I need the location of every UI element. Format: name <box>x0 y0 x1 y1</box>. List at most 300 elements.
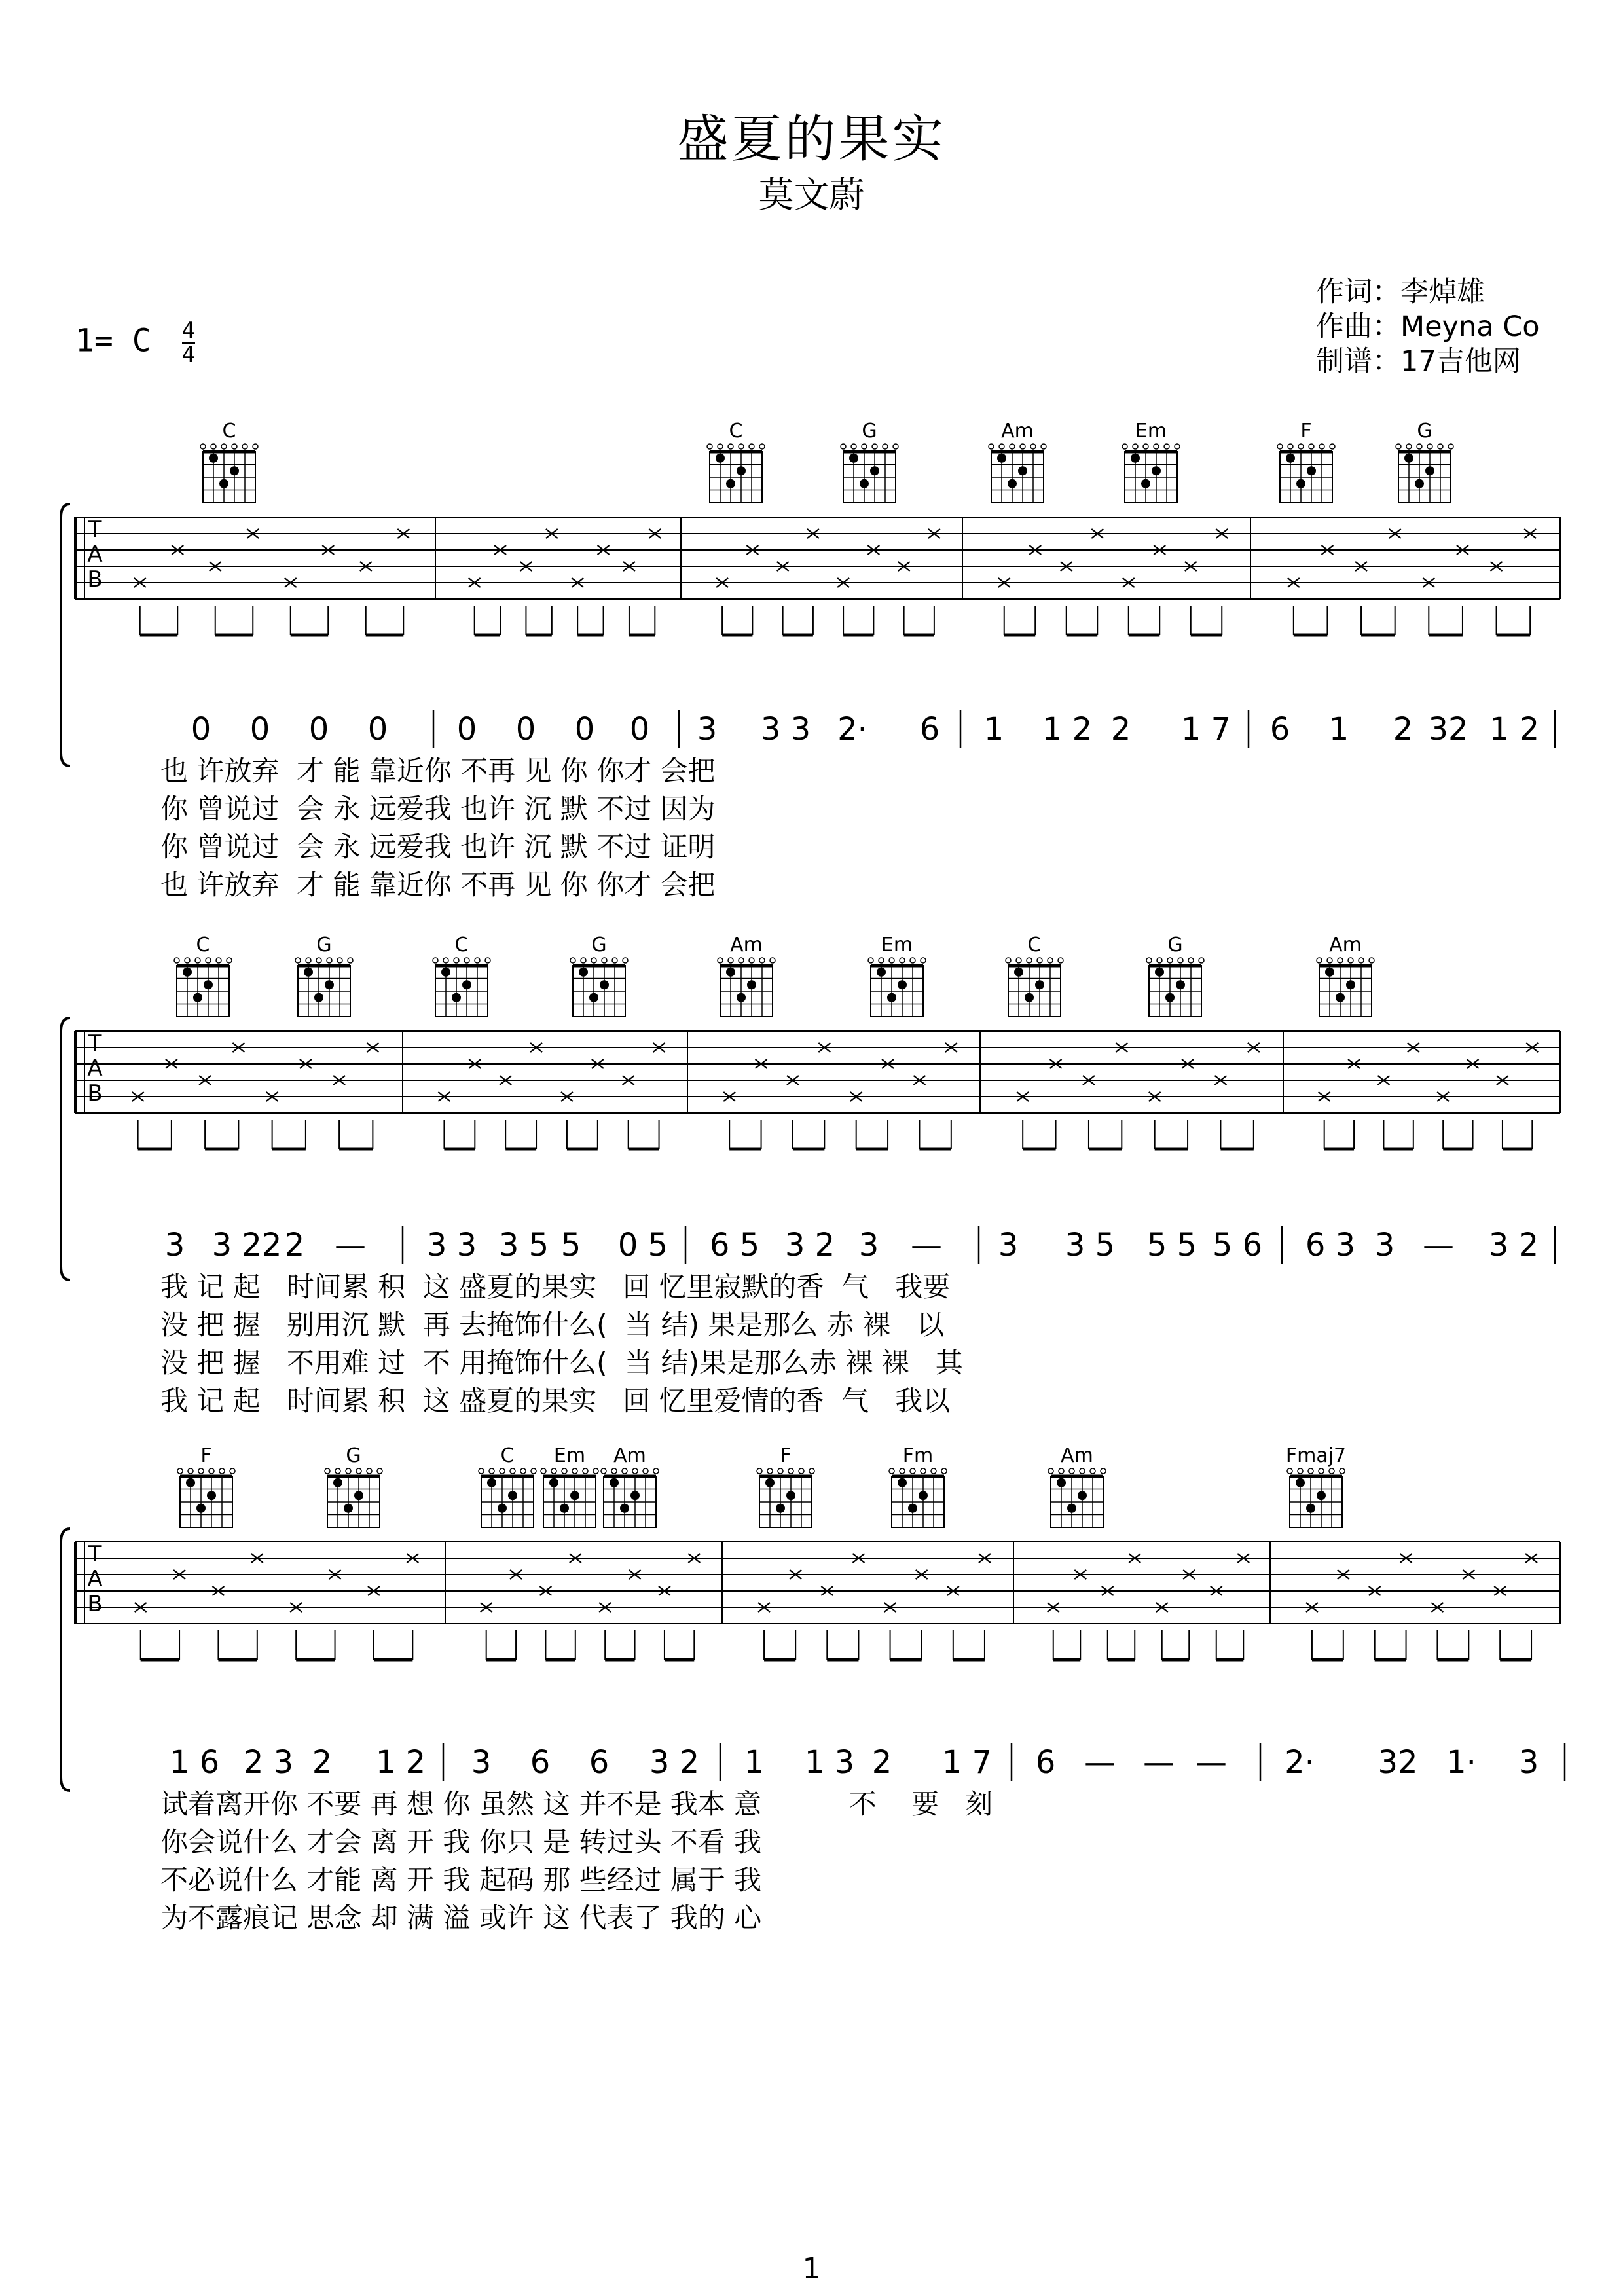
chord-diagram <box>433 934 490 1017</box>
open-string-marker <box>778 1468 783 1474</box>
notation-note: 0 <box>367 711 388 748</box>
open-string-marker <box>889 1468 894 1474</box>
open-string-marker <box>200 444 206 449</box>
open-string-marker <box>177 1468 183 1474</box>
open-string-marker <box>1048 958 1053 963</box>
notation-note: 0 <box>191 711 211 748</box>
open-string-marker <box>1080 1468 1085 1474</box>
open-string-marker <box>868 958 873 963</box>
artist-name: 莫文蔚 <box>758 174 865 215</box>
open-string-marker <box>443 958 448 963</box>
chord-diagram <box>868 934 926 1017</box>
open-string-marker <box>759 444 765 449</box>
open-string-marker <box>1016 958 1021 963</box>
notation-note: 3 22 <box>211 1227 282 1264</box>
time-denominator: 4 <box>181 342 195 368</box>
open-string-marker <box>1340 1468 1345 1474</box>
open-string-marker <box>622 1468 627 1474</box>
chord-name: G <box>316 934 332 957</box>
notation-note: 0 5 <box>617 1227 668 1264</box>
chord-finger-dot <box>1078 1491 1087 1500</box>
open-string-marker <box>770 958 775 963</box>
chord-name: G <box>346 1444 361 1467</box>
chord-finger-dot <box>1131 454 1140 463</box>
chord-finger-dot <box>314 993 323 1002</box>
system-brace <box>61 504 70 766</box>
notation-note: 2 3 <box>243 1744 294 1781</box>
chord-name: Em <box>1135 420 1167 443</box>
notation-note: — <box>1084 1744 1116 1781</box>
notation-note: 3 2 <box>649 1744 700 1781</box>
open-string-marker <box>1154 444 1159 449</box>
open-string-marker <box>1020 444 1025 449</box>
chord-finger-dot <box>747 980 756 989</box>
notation-note: 0 <box>308 711 329 748</box>
chord-finger-dot <box>1014 968 1023 977</box>
open-string-marker <box>1406 444 1412 449</box>
open-string-marker <box>931 1468 936 1474</box>
score-system <box>61 1018 1560 1417</box>
chord-finger-dot <box>1067 1504 1076 1513</box>
notation-note: 3 <box>1518 1744 1539 1781</box>
notation-note: 1 <box>1328 711 1349 748</box>
notation-note: 3 <box>858 1227 879 1264</box>
chord-finger-dot <box>737 993 746 1002</box>
open-string-marker <box>541 1468 546 1474</box>
chord-finger-dot <box>716 454 725 463</box>
lyric-line: 也 许放弃 才 能 靠近你 不再 见 你 你才 会把 <box>160 755 716 787</box>
chord-diagram <box>1122 420 1180 503</box>
chord-name: C <box>196 934 210 957</box>
open-string-marker <box>1309 444 1314 449</box>
open-string-marker <box>198 1468 204 1474</box>
open-string-marker <box>900 958 905 963</box>
open-string-marker <box>989 444 994 449</box>
chord-name: Em <box>553 1444 586 1467</box>
lyric-line: 也 许放弃 才 能 靠近你 不再 见 你 你才 会把 <box>160 869 716 901</box>
chord-finger-dot <box>620 1504 629 1513</box>
chord-finger-dot <box>1141 479 1150 488</box>
chord-diagram <box>1396 420 1453 503</box>
open-string-marker <box>728 444 733 449</box>
open-string-marker <box>718 444 723 449</box>
lyric-line: 没 把 握 别用沉 默 再 去掩饰什么( 当 结) 果是那么 赤 裸 以 <box>160 1309 945 1341</box>
notation-note: 3 <box>998 1227 1019 1264</box>
chord-finger-dot <box>1317 1491 1326 1500</box>
open-string-marker <box>1133 444 1138 449</box>
chord-finger-dot <box>877 968 886 977</box>
open-string-marker <box>1178 958 1183 963</box>
notation-note: 3 5 <box>498 1227 549 1264</box>
notation-note: 6 <box>1035 1744 1056 1781</box>
open-string-marker <box>623 958 628 963</box>
open-string-marker <box>572 1468 577 1474</box>
chord-finger-dot <box>452 993 461 1002</box>
chord-name: C <box>454 934 469 957</box>
open-string-marker <box>941 1468 947 1474</box>
chord-name: C <box>222 420 236 443</box>
open-string-marker <box>377 1468 382 1474</box>
chord-finger-dot <box>304 968 313 977</box>
page-number: 1 <box>802 2252 821 2286</box>
lyric-line: 我 记 起 时间累 积 这 盛夏的果实 回 忆里寂默的香 气 我要 <box>160 1271 951 1303</box>
open-string-marker <box>1164 444 1169 449</box>
notation-note: 6 3 <box>1305 1227 1356 1264</box>
chord-name: F <box>200 1444 212 1467</box>
chord-diagram <box>200 420 258 503</box>
open-string-marker <box>348 958 353 963</box>
open-string-marker <box>1369 958 1374 963</box>
open-string-marker <box>851 444 856 449</box>
open-string-marker <box>551 1468 556 1474</box>
open-string-marker <box>1143 444 1148 449</box>
open-string-marker <box>1288 444 1293 449</box>
notation-note: 1 2 <box>1489 711 1540 748</box>
chord-finger-dot <box>765 1478 775 1487</box>
open-string-marker <box>221 444 227 449</box>
open-string-marker <box>889 958 894 963</box>
chord-name: G <box>591 934 607 957</box>
open-string-marker <box>174 958 179 963</box>
lyric-line: 不必说什么 才能 离 开 我 起码 那 些经过 属于 我 <box>160 1864 762 1896</box>
open-string-marker <box>1146 958 1152 963</box>
open-string-marker <box>718 958 723 963</box>
open-string-marker <box>1396 444 1401 449</box>
chord-finger-dot <box>1286 454 1295 463</box>
open-string-marker <box>1167 958 1173 963</box>
chord-finger-dot <box>726 479 735 488</box>
chord-diagram <box>1317 934 1374 1017</box>
notation-note: 6 <box>919 711 940 748</box>
open-string-marker <box>921 958 926 963</box>
open-string-marker <box>611 1468 617 1474</box>
open-string-marker <box>230 1468 235 1474</box>
open-string-marker <box>325 1468 330 1474</box>
chord-name: Am <box>1061 1444 1093 1467</box>
chord-name: G <box>1417 420 1432 443</box>
chord-name: G <box>862 420 877 443</box>
chord-finger-dot <box>1336 993 1345 1002</box>
notation-note: 2 <box>871 1744 892 1781</box>
open-string-marker <box>1048 1468 1053 1474</box>
open-string-marker <box>356 1468 361 1474</box>
chord-finger-dot <box>354 1491 363 1500</box>
open-string-marker <box>1298 1468 1303 1474</box>
open-string-marker <box>335 1468 340 1474</box>
notation-note: — <box>335 1227 366 1264</box>
open-string-marker <box>1359 958 1364 963</box>
chord-finger-dot <box>560 1504 569 1513</box>
chord-name: Am <box>1329 934 1362 957</box>
notation-note: 1 6 <box>169 1744 220 1781</box>
open-string-marker <box>464 958 469 963</box>
chord-finger-dot <box>776 1504 785 1513</box>
open-string-marker <box>253 444 258 449</box>
open-string-marker <box>910 1468 915 1474</box>
open-string-marker <box>601 1468 606 1474</box>
chord-finger-dot <box>997 454 1006 463</box>
open-string-marker <box>475 958 480 963</box>
chord-name: Fmaj7 <box>1285 1444 1347 1467</box>
open-string-marker <box>1319 444 1324 449</box>
open-string-marker <box>306 958 311 963</box>
open-string-marker <box>1308 1468 1313 1474</box>
open-string-marker <box>999 444 1004 449</box>
open-string-marker <box>879 958 884 963</box>
notation-note: 3 <box>164 1227 185 1264</box>
open-string-marker <box>219 1468 225 1474</box>
chord-finger-dot <box>919 1491 928 1500</box>
notation-note: — <box>1143 1744 1175 1781</box>
open-string-marker <box>900 1468 905 1474</box>
open-string-marker <box>206 958 211 963</box>
notation-note: 1 7 <box>1180 711 1231 748</box>
open-string-marker <box>1329 1468 1334 1474</box>
open-string-marker <box>1175 444 1180 449</box>
open-string-marker <box>216 958 221 963</box>
chord-finger-dot <box>589 993 598 1002</box>
open-string-marker <box>583 1468 588 1474</box>
open-string-marker <box>295 958 301 963</box>
open-string-marker <box>707 444 712 449</box>
chord-diagram <box>1286 1444 1346 1527</box>
open-string-marker <box>581 958 586 963</box>
chord-finger-dot <box>508 1491 517 1500</box>
notation-note: — <box>911 1227 942 1264</box>
notation-note: 2 <box>284 1227 305 1264</box>
system-brace <box>61 1529 70 1791</box>
chord-finger-dot <box>219 479 228 488</box>
open-string-marker <box>739 444 744 449</box>
open-string-marker <box>653 1468 659 1474</box>
arranger-credit: 制谱：17吉他网 <box>1316 345 1521 378</box>
chord-finger-dot <box>230 466 239 475</box>
lyric-line: 没 把 握 不用难 过 不 用掩饰什么( 当 结)果是那么赤 裸 裸 其 <box>160 1347 963 1379</box>
chord-finger-dot <box>1346 980 1355 989</box>
chord-finger-dot <box>498 1504 507 1513</box>
lyric-line: 你 曾说过 会 永 远爱我 也许 沉 默 不过 证明 <box>160 831 716 863</box>
chord-diagram <box>479 1444 536 1527</box>
tab-clef-letter: T <box>88 517 102 543</box>
chord-finger-dot <box>186 1478 195 1487</box>
open-string-marker <box>188 1468 193 1474</box>
open-string-marker <box>757 1468 762 1474</box>
chord-name: Am <box>613 1444 646 1467</box>
open-string-marker <box>593 1468 598 1474</box>
open-string-marker <box>562 1468 567 1474</box>
chord-finger-dot <box>1404 454 1413 463</box>
open-string-marker <box>232 444 237 449</box>
notation-note: 0 <box>515 711 536 748</box>
chord-diagram <box>1006 934 1063 1017</box>
notation-note: 6 5 <box>709 1227 760 1264</box>
open-string-marker <box>227 958 232 963</box>
notation-note: 0 <box>249 711 270 748</box>
chord-name: Em <box>881 934 913 957</box>
open-string-marker <box>893 444 898 449</box>
open-string-marker <box>799 1468 804 1474</box>
open-string-marker <box>728 958 733 963</box>
open-string-marker <box>612 958 617 963</box>
open-string-marker <box>749 444 754 449</box>
open-string-marker <box>337 958 342 963</box>
open-string-marker <box>520 1468 526 1474</box>
notation-note: 5 <box>560 1227 581 1264</box>
chord-diagram <box>177 1444 235 1527</box>
open-string-marker <box>479 1468 484 1474</box>
chord-finger-dot <box>325 980 334 989</box>
notation-note: 3 5 <box>1065 1227 1116 1264</box>
notation-note: 2 <box>312 1744 333 1781</box>
chord-finger-dot <box>1165 993 1175 1002</box>
notation-note: 2· <box>837 711 867 748</box>
chord-finger-dot <box>1035 980 1044 989</box>
chord-diagram <box>295 934 353 1017</box>
notation-note: 6 <box>530 1744 551 1781</box>
chord-finger-dot <box>1176 980 1185 989</box>
chord-finger-dot <box>1325 968 1334 977</box>
chord-diagram <box>707 420 765 503</box>
chord-finger-dot <box>570 1491 579 1500</box>
notation-note: 32 <box>1428 711 1468 748</box>
open-string-marker <box>1298 444 1304 449</box>
notation-note: 0 <box>629 711 650 748</box>
chord-finger-dot <box>204 980 213 989</box>
open-string-marker <box>739 958 744 963</box>
notation-note: 0 <box>456 711 477 748</box>
open-string-marker <box>862 444 867 449</box>
chord-name: Fm <box>902 1444 934 1467</box>
chord-finger-dot <box>1296 479 1305 488</box>
open-string-marker <box>872 444 877 449</box>
chord-name: C <box>500 1444 515 1467</box>
page-title: 盛夏的果实 <box>677 110 946 169</box>
lyric-line: 你会说什么 才会 离 开 我 你只 是 转过头 不看 我 <box>160 1826 762 1858</box>
notation-note: 1 3 <box>804 1744 855 1781</box>
notation-note: 3 2 <box>1488 1227 1539 1264</box>
open-string-marker <box>767 1468 773 1474</box>
time-numerator: 4 <box>181 318 195 344</box>
score-system <box>61 504 1560 901</box>
open-string-marker <box>1287 1468 1292 1474</box>
notation-note: 2 <box>1110 711 1131 748</box>
notation-note: 6 <box>589 1744 610 1781</box>
chord-diagram <box>601 1444 659 1527</box>
chord-finger-dot <box>1152 466 1161 475</box>
open-string-marker <box>1319 1468 1324 1474</box>
chord-finger-dot <box>898 1478 907 1487</box>
open-string-marker <box>485 958 490 963</box>
lyric-line: 你 曾说过 会 永 远爱我 也许 沉 默 不过 因为 <box>160 793 716 825</box>
notation-note: 1 2 <box>1042 711 1093 748</box>
chord-finger-dot <box>344 1504 353 1513</box>
chord-diagram <box>174 934 232 1017</box>
chord-diagram <box>989 420 1046 503</box>
notation-note: — <box>1423 1227 1454 1264</box>
chord-finger-dot <box>1008 479 1017 488</box>
open-string-marker <box>209 1468 214 1474</box>
open-string-marker <box>1090 1468 1095 1474</box>
notation-note: 3 <box>697 711 718 748</box>
chord-diagram <box>718 934 775 1017</box>
chord-finger-dot <box>441 968 450 977</box>
composer-credit: 作曲：Meyna Co <box>1316 310 1540 343</box>
chord-finger-dot <box>207 1491 216 1500</box>
open-string-marker <box>1058 958 1063 963</box>
chord-finger-dot <box>579 968 588 977</box>
system-brace <box>61 1018 70 1280</box>
notation-note: 3 3 <box>760 711 811 748</box>
chord-finger-dot <box>898 980 907 989</box>
notation-note: 1 7 <box>941 1744 993 1781</box>
chord-finger-dot <box>630 1491 640 1500</box>
notation-note: 1 2 <box>375 1744 426 1781</box>
chord-name: F <box>1300 420 1312 443</box>
tab-clef-letter: A <box>87 1566 103 1592</box>
chord-diagram <box>570 934 628 1017</box>
chord-finger-dot <box>860 479 869 488</box>
open-string-marker <box>643 1468 648 1474</box>
chord-finger-dot <box>1025 993 1034 1002</box>
notation-note: 2 <box>1393 711 1413 748</box>
tab-clef-letter: A <box>87 541 103 568</box>
open-string-marker <box>591 958 596 963</box>
chord-finger-dot <box>549 1478 558 1487</box>
open-string-marker <box>367 1468 372 1474</box>
open-string-marker <box>1101 1468 1106 1474</box>
chord-diagram <box>1048 1444 1106 1527</box>
open-string-marker <box>510 1468 515 1474</box>
tab-clef-letter: B <box>87 1080 103 1106</box>
lyric-line: 我 记 起 时间累 积 这 盛夏的果实 回 忆里爱情的香 气 我以 <box>160 1385 951 1417</box>
open-string-marker <box>1327 958 1332 963</box>
open-string-marker <box>346 1468 351 1474</box>
open-string-marker <box>632 1468 638 1474</box>
open-string-marker <box>531 1468 536 1474</box>
chord-finger-dot <box>487 1478 496 1487</box>
notation-note: 3 3 <box>426 1227 477 1264</box>
chord-finger-dot <box>870 466 879 475</box>
open-string-marker <box>883 444 888 449</box>
chord-finger-dot <box>196 1504 206 1513</box>
chord-finger-dot <box>1415 479 1424 488</box>
chord-diagram <box>1277 420 1335 503</box>
tab-clef-letter: B <box>87 1591 103 1617</box>
chord-finger-dot <box>726 968 735 977</box>
open-string-marker <box>1330 444 1335 449</box>
open-string-marker <box>327 958 332 963</box>
notation-note: 0 <box>574 711 595 748</box>
notation-note: 5 6 <box>1212 1227 1263 1264</box>
open-string-marker <box>749 958 754 963</box>
open-string-marker <box>242 444 247 449</box>
chord-diagram <box>841 420 898 503</box>
chord-finger-dot <box>1018 466 1027 475</box>
notation-note: 1 <box>983 711 1004 748</box>
open-string-marker <box>500 1468 505 1474</box>
chord-name: G <box>1167 934 1183 957</box>
open-string-marker <box>1122 444 1127 449</box>
open-string-marker <box>1069 1468 1074 1474</box>
chord-diagram <box>757 1444 814 1527</box>
lyric-line: 试着离开你 不要 再 想 你 虽然 这 并不是 我本 意 不 要 刻 <box>160 1788 993 1820</box>
open-string-marker <box>489 1468 494 1474</box>
lyric-line: 为不露痕记 思念 却 满 溢 或许 这 代表了 我的 心 <box>160 1902 762 1934</box>
open-string-marker <box>1417 444 1422 449</box>
open-string-marker <box>1030 444 1036 449</box>
open-string-marker <box>1027 958 1032 963</box>
notation-note: 3 <box>471 1744 492 1781</box>
